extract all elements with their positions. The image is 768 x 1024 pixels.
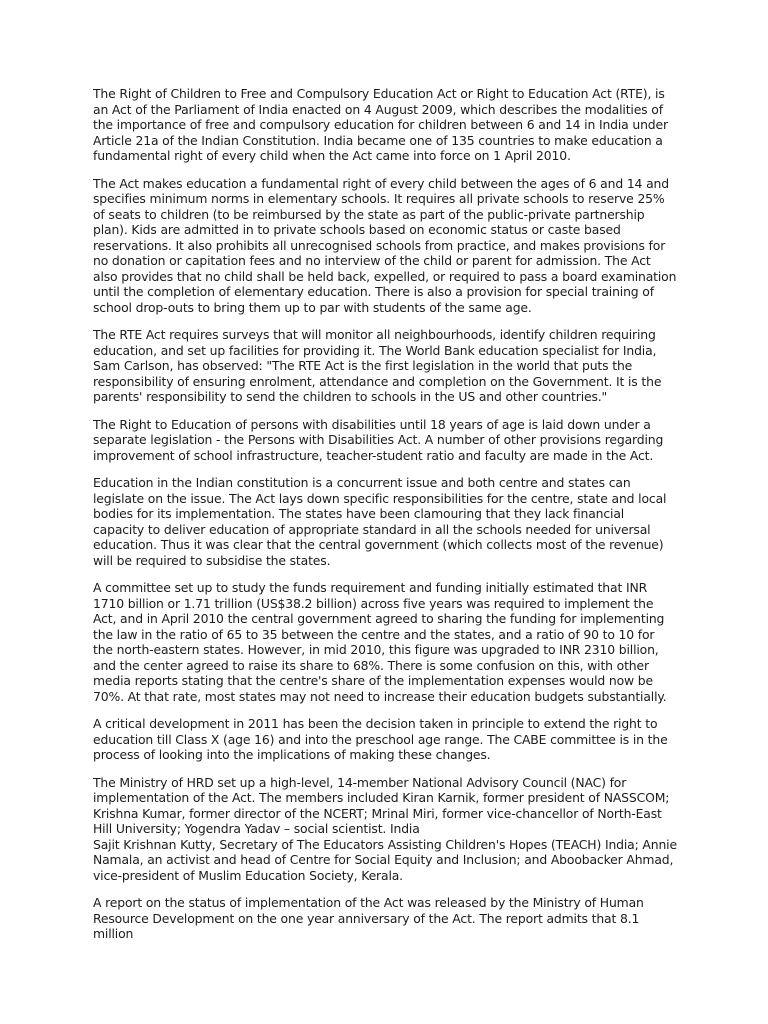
nac-members-part-1: The Ministry of HRD set up a high-level, 14-member National Advisory Council (NAC) for implementation of the Act. The members included Kiran Karnik, former president of NASSCOM; Krishna Kumar, former director of the NCERT; Mrinal Miri, former vice-chancellor of North-East Hill University; Yogendra Yadav – social scientist. India [93, 774, 670, 836]
paragraph-nac [93, 775, 678, 884]
document-page [93, 86, 678, 986]
paragraph-funding: A committee set up to study the funds requirement and funding initially estimated that INR 1710 billion or 1.71 trillion (US$38.2 billion) across five years was required to implement the Act, and in April 2010 the central government agreed to sharing the funding for implementing the law in the ratio of 65 to 35 between the centre and the states, and a ratio of 90 to 10 for the north-eastern states. However, in mid 2010, this figure was upgraded to INR 2310 billion, and the center agreed to raise its share to 68%. There is some confusion on this, with other media reports stating that the centre's share of the implementation expenses would now be 70%. At that rate, most states may not need to increase their education budgets substantially. [93, 580, 667, 704]
paragraph-provisions: The Act makes education a fundamental right of every child between the ages of 6 and 14 and specifies minimum norms in elementary schools. It requires all private schools to reserve 25% of seats to children (to be reimbursed by the state as part of the public-private partnership plan). Kids are admitted in to private schools based on economic status or caste based reservations. It also prohibits all unrecognised schools from practice, and makes provisions for no donation or capitation fees and no interview of the child or parent for admission. The Act also provides that no child shall be held back, expelled, or required to pass a board examination until the completion of elementary education. There is also a provision for special training of school drop-outs to bring them up to par with students of the same age. [93, 175, 677, 315]
paragraph-surveys: The RTE Act requires surveys that will monitor all neighbourhoods, identify children requiring education, and set up facilities for providing it. The World Bank education specialist for India, Sam Carlson, has observed: "The RTE Act is the first legislation in the world that puts the responsibility of ensuring enrolment, attendance and completion on the Government. It is the parents' responsibility to send the children to schools in the US and other countries." [93, 327, 662, 404]
paragraph-report: A report on the status of implementation of the Act was released by the Ministry of Human Resource Development on the one year anniversary of the Act. The report admits that 8.1 million [93, 895, 644, 941]
paragraph-intro: The Right of Children to Free and Compulsory Education Act or Right to Education Act (RTE), is an Act of the Parliament of India enacted on 4 August 2009, which describes the modalities of the importance of free and compulsory education for children between 6 and 14 in India under Article 21a of the Indian Constitution. India became one of 135 countries to make education a fundamental right of every child when the Act came into force on 1 April 2010. [93, 86, 668, 163]
paragraph-2011-development: A critical development in 2011 has been the decision taken in principle to extend the right to education till Class X (age 16) and into the preschool age range. The CABE committee is in the process of looking into the implications of making these changes. [93, 716, 668, 762]
nac-members-part-2: Sajit Krishnan Kutty, Secretary of The Educators Assisting Children's Hopes (TEACH) India; Annie Namala, an activist and head of Centre for Social Equity and Inclusion; and Aboobacker Ahmad, vice-president of Muslim Education Society, Kerala. [93, 836, 677, 883]
paragraph-disabilities: The Right to Education of persons with disabilities until 18 years of age is laid down under a separate legislation - the Persons with Disabilities Act. A number of other provisions regarding improvement of school infrastructure, teacher-student ratio and faculty are made in the Act. [93, 416, 664, 463]
paragraph-constitution: Education in the Indian constitution is a concurrent issue and both centre and states can legislate on the issue. The Act lays down specific responsibilities for the centre, state and local bodies for its implementation. The states have been clamouring that they lack financial capacity to deliver education of appropriate standard in all the schools needed for universal education. Thus it was clear that the central government (which collects most of the revenue) will be required to subsidise the states. [93, 475, 667, 568]
